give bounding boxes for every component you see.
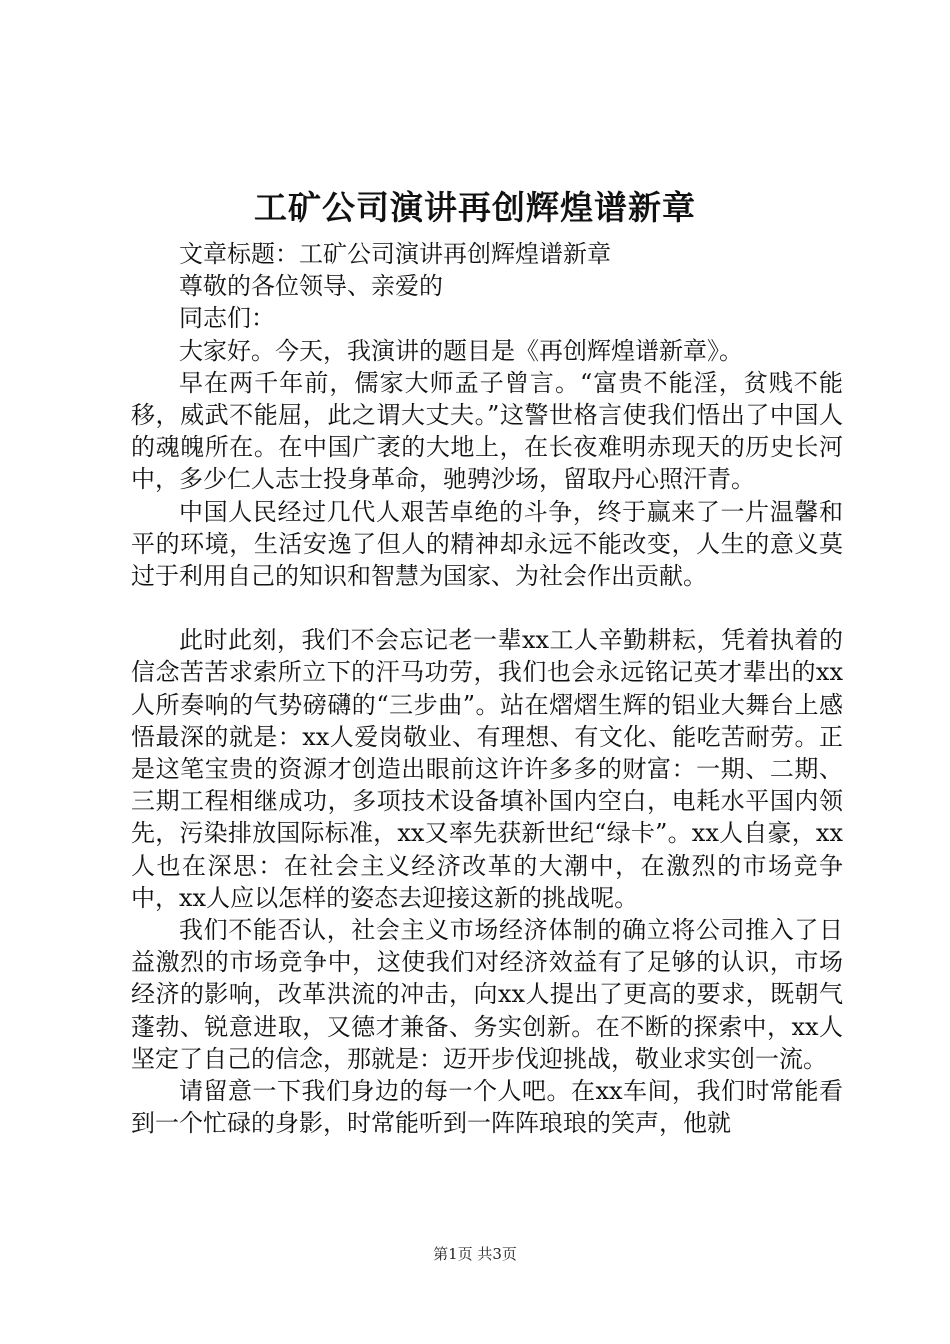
paragraph-salutation: 尊敬的各位领导、亲爱的 xyxy=(179,272,443,301)
paragraph-salutation-continued: 同志们： xyxy=(179,304,275,333)
paragraph-article-title: 文章标题：工矿公司演讲再创辉煌谱新章 xyxy=(179,240,611,268)
paragraph-greeting: 大家好。今天，我演讲的题目是《再创辉煌谱新章》。 xyxy=(179,336,743,365)
paragraph: 此时此刻，我们不会忘记老一辈xx工人辛勤耕耘，凭着执着的信念苦苦求索所立下的汗马功劳，我们也会永远铭记英才辈出的xx人所奏响的气势磅礴的“三步曲”。站在熠熠生辉的铝业大舞台上感悟最深的就是：xx人爱岗敬业、有理想、有文化、能吃苦耐劳。正是这笔宝贵的资源才创造出眼前这许许多多的财富：一期、二期、三期工程相继成功，多项技术设备填补国内空白，电耗水平国内领先，污染排放国际标准，xx又率先获新世纪“绿卡”。xx人自豪，xx人也在深思：在社会主义经济改革的大潮中，在激烈的市场竞争中，xx人应以怎样的姿态去迎接这新的挑战呢。 xyxy=(131,626,843,912)
paragraph: 中国人民经过几代人艰苦卓绝的斗争，终于赢来了一片温馨和平的环境，生活安逸了但人的精神却永远不能改变，人生的意义莫过于利用自己的知识和智慧为国家、为社会作出贡献。 xyxy=(131,497,843,591)
paragraph: 早在两千年前，儒家大师孟子曾言。“富贵不能淫，贫贱不能移，威武不能屈，此之谓大丈夫。”这警世格言使我们悟出了中国人的魂魄所在。在中国广袤的大地上，在长夜难明赤现天的历史长河中，多少仁人志士投身革命，驰骋沙场，留取丹心照汗青。 xyxy=(131,368,843,494)
paragraph: 我们不能否认，社会主义市场经济体制的确立将公司推入了日益激烈的市场竞争中，这使我们对经济效益有了足够的认识，市场经济的影响，改革洪流的冲击，向xx人提出了更高的要求，既朝气蓬勃、锐意进取，又德才兼备、务实创新。在不断的探索中，xx人坚定了自己的信念，那就是：迈开步伐迎挑战，敬业求实创一流。 xyxy=(131,916,843,1073)
document-body xyxy=(131,238,843,1139)
page-number-footer: 第1页 共3页 xyxy=(433,1245,517,1263)
paragraph: 请留意一下我们身边的每一个人吧。在xx车间，我们时常能看到一个忙碌的身影，时常能听到一阵阵琅琅的笑声，他就 xyxy=(131,1077,843,1138)
document-title: 工矿公司演讲再创辉煌谱新章 xyxy=(254,188,696,227)
